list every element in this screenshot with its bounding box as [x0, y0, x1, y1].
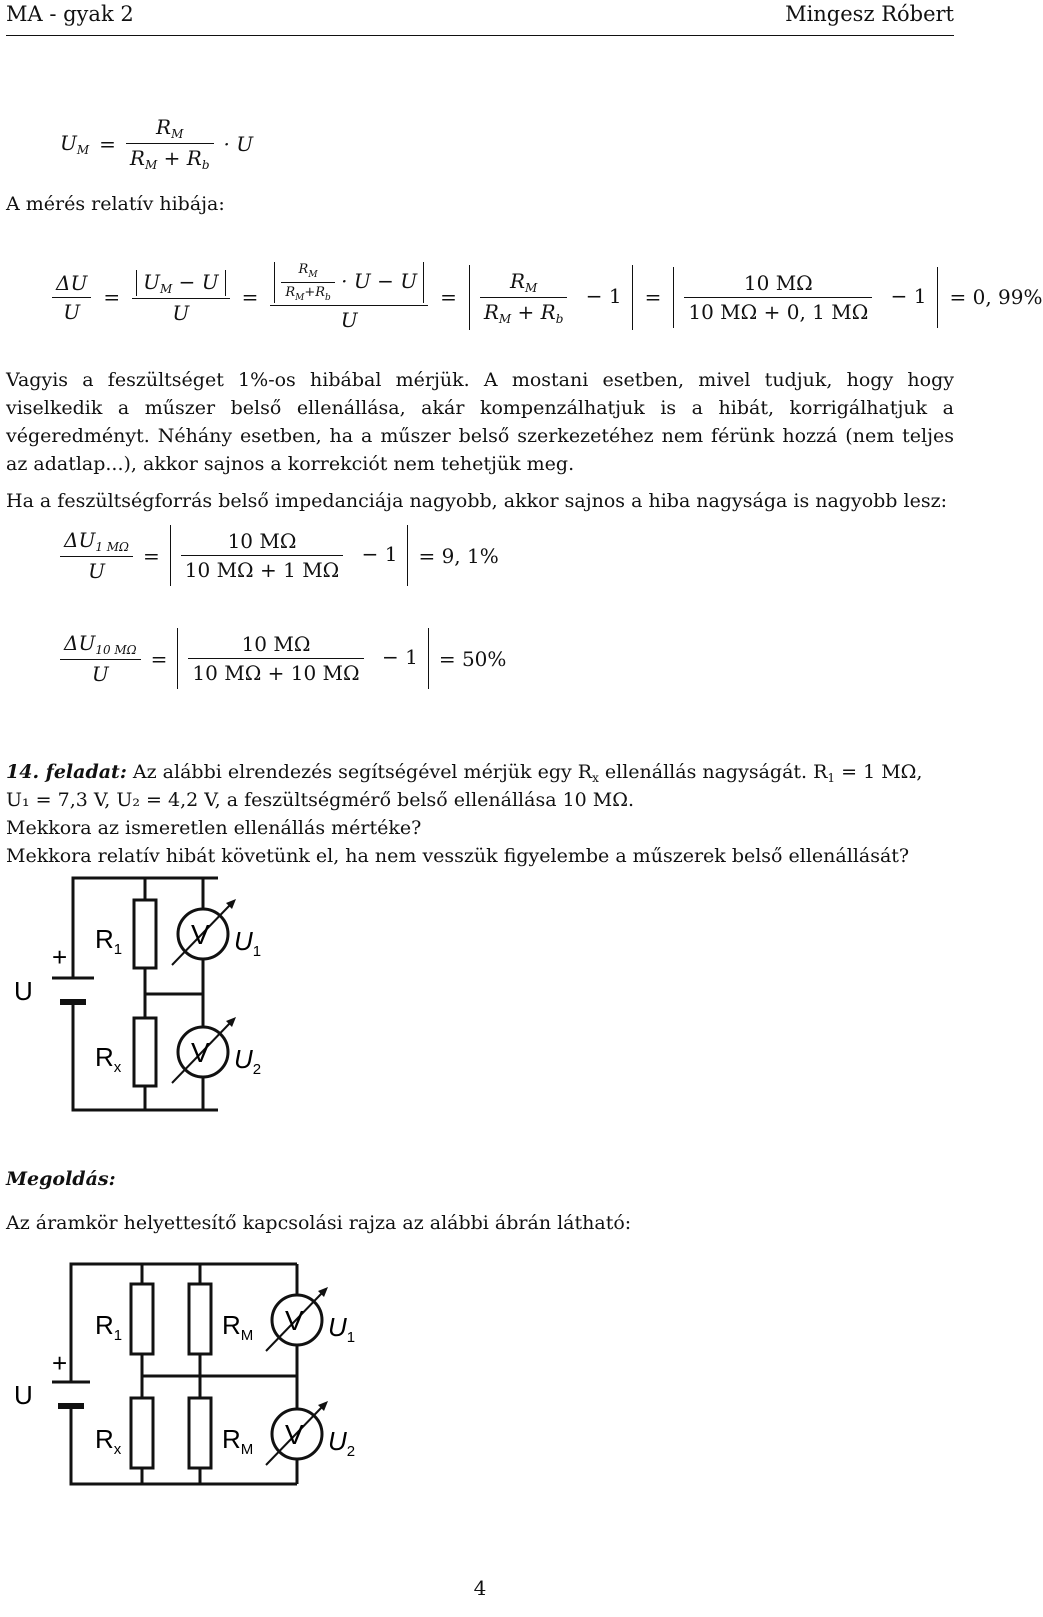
- u2-label-2: $U_2$: [328, 1426, 356, 1460]
- paragraph-explanation: Vagyis a feszültséget 1%-os hibábal mérjük. A mostani esetben, mivel tudjuk, hogy hogy viselkedik a műszer belső ellenállása, akár kompenzálhatjuk is a hibát, korrigálhatjuk a végeredményt. Néhány esetben, ha a műszer belső szerkezetéhez nem férünk hozzá (nem teljes az adatlap...), akkor sajnos a korrekciót nem tehetjük meg.: [6, 369, 954, 475]
- voltmeter-1-label: V: [191, 919, 210, 950]
- r1-label-2: $R_1$: [95, 1310, 123, 1344]
- task-statement: 14. feladat: Az alábbi elrendezés segítségével mérjük egy $R_x$ ellenállás nagyságát. $R_1 = 1$ MΩ,: [6, 761, 923, 785]
- u1-label: $U_1$: [234, 926, 262, 960]
- voltmeter-2-label-2: V: [285, 1419, 304, 1450]
- paragraph-impedance: Ha a feszültségforrás belső impedanciája nagyobb, akkor sajnos a hiba nagysága is nagyobb lesz:: [6, 490, 947, 512]
- source-label-2: U: [14, 1380, 33, 1410]
- rm-label-top: $R_M$: [222, 1310, 254, 1344]
- task-values: U₁ = 7,3 V, U₂ = 4,2 V, a feszültségmérő belső ellenállása 10 MΩ.: [6, 789, 635, 811]
- source-label: U: [14, 976, 33, 1006]
- rm-label-bottom: $R_M$: [222, 1424, 254, 1458]
- plus-label-2: +: [52, 1348, 68, 1378]
- relative-error-label: A mérés relatív hibája:: [6, 193, 225, 215]
- voltmeter-1-label-2: V: [285, 1305, 304, 1336]
- rx-label: $R_x$: [95, 1042, 122, 1076]
- solution-text: Az áramkör helyettesítő kapcsolási rajza az alábbi ábrán látható:: [6, 1212, 632, 1234]
- equation-relative-error: $\frac{\Delta U}{U}$ = $\frac{U_M - U}{U}$ = $\frac{R_M}{R_M+R_b}$ · U − U U = $\frac{R_M}{R_M + R_b}$ − 1 = $\frac{10 M\Omega}{10 M\Omega + 0, 1 M\Omega}$ − 1 = 0, 99%: [52, 262, 1043, 332]
- rx-label-2: $R_x$: [95, 1424, 122, 1458]
- header-rule: [6, 35, 954, 36]
- task-label: 14. feladat:: [6, 761, 127, 783]
- circuit-diagram-2: [0, 1252, 400, 1497]
- header-right: Mingesz Róbert: [785, 2, 954, 26]
- header-left: MA - gyak 2: [6, 2, 134, 26]
- r1-label: $R_1$: [95, 924, 123, 958]
- plus-label: +: [52, 942, 68, 972]
- voltmeter-2-label: V: [191, 1037, 210, 1068]
- page-number: 4: [473, 1576, 487, 1600]
- u2-label: $U_2$: [234, 1044, 262, 1078]
- equation-um: $U_M$ = $\frac{R_M}{R_M + R_b}$ · U: [60, 115, 254, 172]
- task-question-1: Mekkora az ismeretlen ellenállás mértéke?: [6, 817, 422, 839]
- task-question-2: Mekkora relatív hibát követünk el, ha nem vesszük figyelembe a műszerek belső ellenállását?: [6, 845, 910, 867]
- equation-10mohm: $\frac{\Delta U_{10 M\Omega}}{U}$ = $\frac{10 M\Omega}{10 M\Omega + 10 M\Omega}$ − 1 = 50%: [60, 628, 506, 689]
- solution-label: Megoldás:: [6, 1168, 116, 1190]
- u1-label-2: $U_1$: [328, 1312, 356, 1346]
- circuit-diagram-1: [0, 870, 320, 1140]
- equation-1mohm: $\frac{\Delta U_{1 M\Omega}}{U}$ = $\frac{10 M\Omega}{10 M\Omega + 1 M\Omega}$ − 1 = 9, 1%: [60, 525, 499, 586]
